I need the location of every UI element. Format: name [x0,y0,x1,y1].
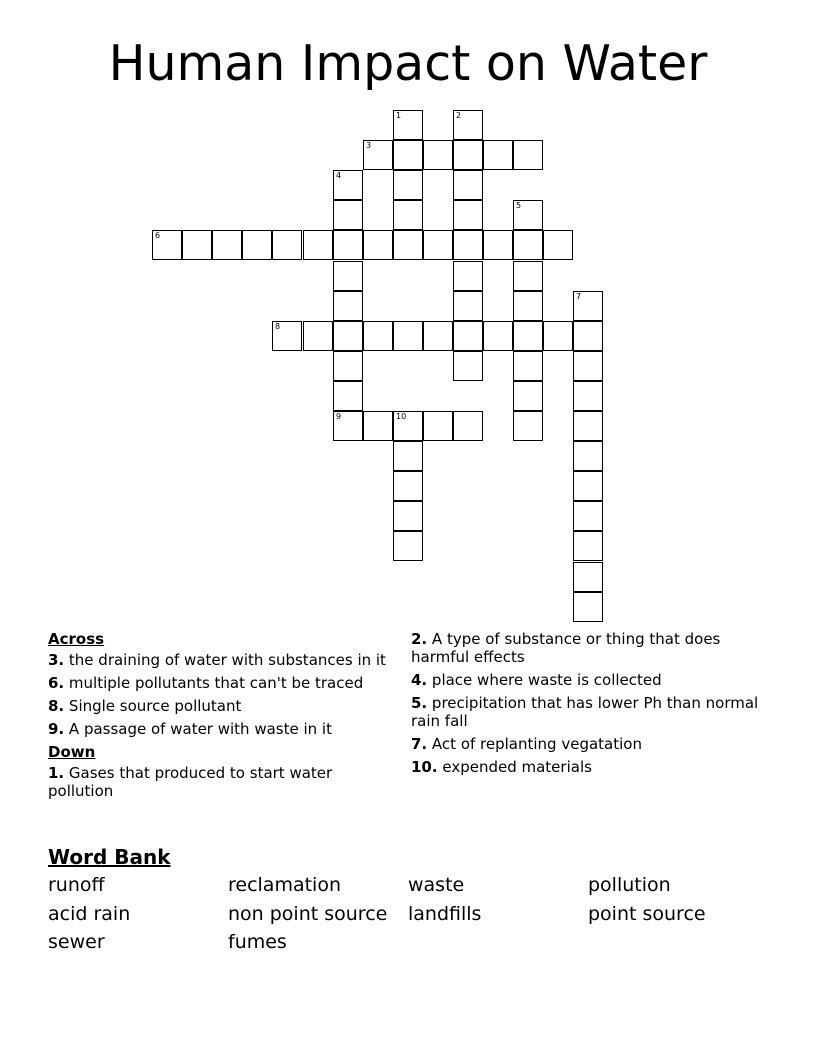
grid-cell[interactable] [573,321,603,351]
cell-number: 3 [366,141,372,150]
grid-cell[interactable] [573,531,603,561]
clue-down-7 [411,735,771,753]
grid-cell[interactable] [513,321,543,351]
clues-left-column [48,630,398,805]
clue-number: 3. [48,651,65,669]
clue-text: A passage of water with waste in it [68,720,332,738]
word-bank-item: landfills [408,903,482,925]
clue-number: 10. [411,758,438,776]
grid-cell[interactable] [513,291,543,321]
cell-number: 10 [396,412,407,421]
grid-cell[interactable] [513,140,543,170]
grid-cell[interactable] [363,230,393,260]
word-bank-item: acid rain [48,903,131,925]
grid-cell[interactable] [573,411,603,441]
clue-across-6 [48,674,398,692]
cell-number: 1 [396,111,402,120]
clue-number: 5. [411,694,428,712]
grid-cell[interactable] [543,321,573,351]
grid-cell[interactable] [333,321,363,351]
grid-cell[interactable] [272,230,302,260]
clue-down-1 [48,764,398,800]
grid-cell[interactable] [393,321,423,351]
clue-down-2 [411,630,771,666]
grid-cell[interactable] [333,261,363,291]
grid-cell[interactable] [423,140,453,170]
grid-cell[interactable] [152,230,182,260]
cell-number: 8 [275,322,281,331]
grid-cell[interactable] [363,411,393,441]
grid-cell[interactable] [303,321,333,351]
grid-cell[interactable] [363,321,393,351]
grid-cell[interactable] [333,291,363,321]
clue-text: the draining of water with substances in it [68,651,386,669]
grid-cell[interactable] [423,411,453,441]
grid-cell[interactable] [573,441,603,471]
clue-number: 1. [48,764,65,782]
grid-cell[interactable] [242,230,272,260]
grid-cell[interactable] [393,531,423,561]
grid-cell[interactable] [333,230,363,260]
clue-text: place where waste is collected [431,671,662,689]
clue-across-3 [48,651,398,669]
grid-cell[interactable] [483,140,513,170]
grid-cell[interactable] [393,230,423,260]
clue-text: Single source pollutant [68,697,242,715]
word-bank-item: pollution [588,874,671,896]
grid-cell[interactable] [543,230,573,260]
clue-text: multiple pollutants that can't be traced [68,674,364,692]
grid-cell[interactable] [453,291,483,321]
grid-cell[interactable] [573,471,603,501]
grid-cell[interactable] [333,351,363,381]
grid-cell[interactable] [453,411,483,441]
grid-cell[interactable] [513,230,543,260]
word-bank-title: Word Bank [48,845,171,869]
down-heading: Down [48,743,96,761]
grid-cell[interactable] [513,351,543,381]
clue-number: 2. [411,630,428,648]
grid-cell[interactable] [453,261,483,291]
grid-cell[interactable] [573,562,603,592]
clue-number: 4. [411,671,428,689]
clue-text: A type of substance or thing that does harmful effects [411,630,721,666]
grid-cell[interactable] [303,230,333,260]
clue-down-5 [411,694,771,730]
grid-cell[interactable] [393,411,423,441]
clue-number: 6. [48,674,65,692]
cell-number: 6 [155,231,161,240]
clue-number: 8. [48,697,65,715]
cell-number: 2 [456,111,462,120]
grid-cell[interactable] [573,501,603,531]
clue-text: expended materials [442,758,592,776]
word-bank-item: point source [588,903,706,925]
grid-cell[interactable] [333,411,363,441]
grid-cell[interactable] [272,321,302,351]
grid-cell[interactable] [573,291,603,321]
clue-number: 7. [411,735,428,753]
grid-cell[interactable] [513,261,543,291]
grid-cell[interactable] [453,200,483,230]
clue-across-8 [48,697,398,715]
grid-cell[interactable] [333,381,363,411]
clue-text: Gases that produced to start water pollution [48,764,333,800]
grid-cell[interactable] [393,110,423,140]
clues-right-column [411,630,771,781]
grid-cell[interactable] [393,170,423,200]
grid-cell[interactable] [423,321,453,351]
cell-number: 7 [576,292,582,301]
word-bank-item: runoff [48,874,105,896]
grid-cell[interactable] [393,200,423,230]
grid-cell[interactable] [453,351,483,381]
word-bank-item: reclamation [228,874,341,896]
grid-cell[interactable] [393,501,423,531]
cell-number: 4 [336,171,342,180]
grid-cell[interactable] [333,170,363,200]
grid-cell[interactable] [483,230,513,260]
grid-cell[interactable] [393,140,423,170]
grid-cell[interactable] [212,230,242,260]
grid-cell[interactable] [513,200,543,230]
puzzle-title: Human Impact on Water [108,35,708,92]
grid-cell[interactable] [513,381,543,411]
clue-text: precipitation that has lower Ph than normal rain fall [411,694,759,730]
word-bank-item: sewer [48,931,105,953]
grid-cell[interactable] [423,230,453,260]
grid-cell[interactable] [573,592,603,622]
grid-cell[interactable] [363,140,393,170]
grid-cell[interactable] [393,471,423,501]
clue-text: Act of replanting vegatation [431,735,642,753]
word-bank-item: fumes [228,931,287,953]
grid-cell[interactable] [182,230,212,260]
grid-cell[interactable] [513,411,543,441]
grid-cell[interactable] [333,200,363,230]
grid-cell[interactable] [453,110,483,140]
grid-cell[interactable] [573,381,603,411]
grid-cell[interactable] [453,140,483,170]
clue-down-10 [411,758,771,776]
cell-number: 9 [336,412,342,421]
cell-number: 5 [516,201,522,210]
grid-cell[interactable] [393,441,423,471]
word-bank-item: waste [408,874,465,896]
grid-cell[interactable] [483,321,513,351]
clue-across-9 [48,720,398,738]
grid-cell[interactable] [453,170,483,200]
word-bank-item: non point source [228,903,388,925]
clue-down-4 [411,671,771,689]
grid-cell[interactable] [453,230,483,260]
across-heading: Across [48,630,105,648]
grid-cell[interactable] [453,321,483,351]
grid-cell[interactable] [573,351,603,381]
clue-number: 9. [48,720,65,738]
